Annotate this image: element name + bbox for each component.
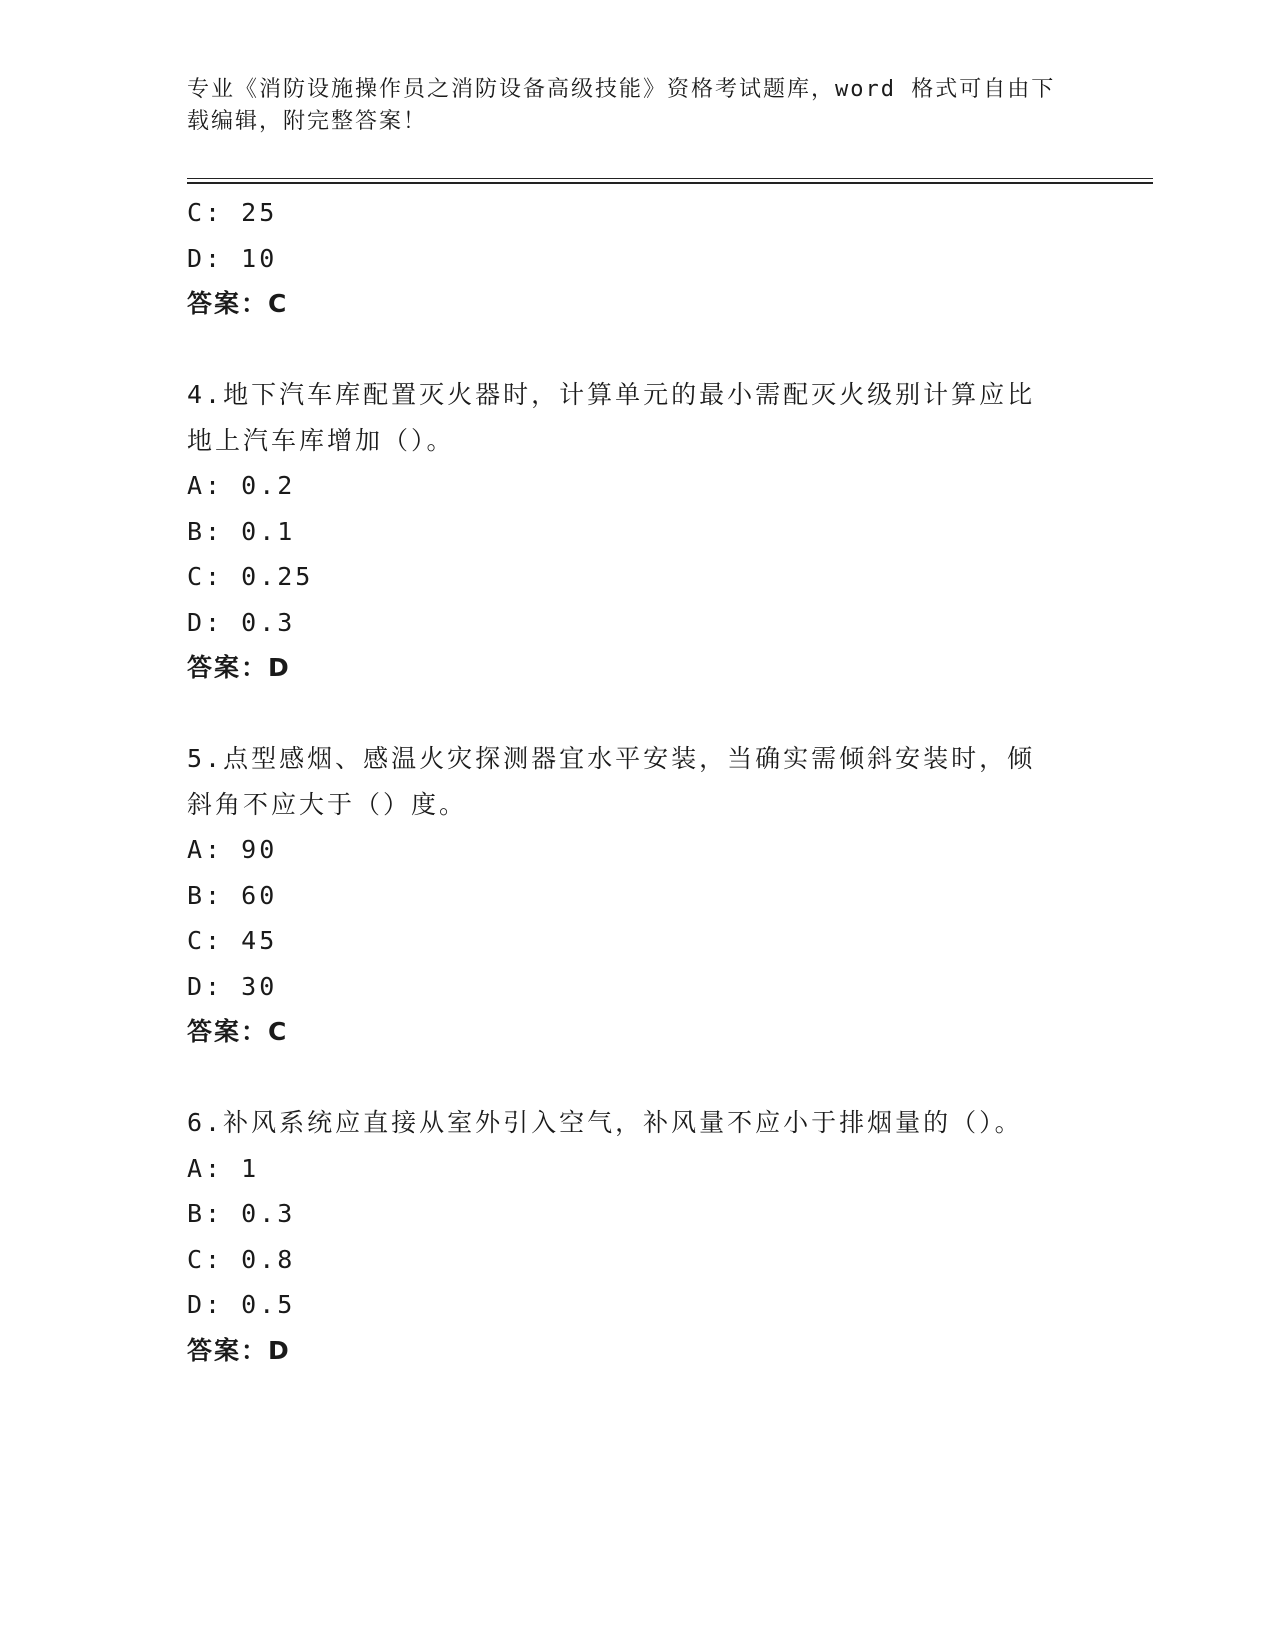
question-3-tail — [187, 190, 1087, 327]
answer: 答案：C — [187, 1017, 289, 1046]
question-4 — [187, 372, 1087, 691]
header-line-2: 载编辑，附完整答案！ — [187, 109, 428, 134]
question-6 — [187, 1100, 1087, 1373]
document-header — [187, 74, 1087, 138]
option-c: C: 0.25 — [187, 562, 314, 591]
option-d: D: 0.3 — [187, 607, 296, 637]
option-d: D: 0.5 — [187, 1290, 296, 1319]
question-text-line-1: 4.地下汽车库配置灭火器时，计算单元的最小需配灭火级别计算应比 — [187, 380, 1036, 409]
option-b: B: 60 — [187, 880, 278, 910]
option-d: D: 10 — [187, 243, 278, 273]
option-c: C: 45 — [187, 926, 278, 955]
answer: 答案：D — [187, 653, 291, 682]
question-text-line-2: 斜角不应大于（）度。 — [187, 789, 468, 819]
option-d: D: 30 — [187, 971, 278, 1001]
option-b: B: 0.3 — [187, 1199, 296, 1228]
question-text-line-2: 地上汽车库增加（）。 — [187, 425, 455, 455]
question-text-line-1: 6.补风系统应直接从室外引入空气，补风量不应小于排烟量的（）。 — [187, 1108, 1023, 1137]
question-5 — [187, 736, 1087, 1055]
option-b: B: 0.1 — [187, 516, 296, 546]
question-text-line-1: 5.点型感烟、感温火灾探测器宜水平安装，当确实需倾斜安装时，倾 — [187, 744, 1036, 773]
answer: 答案：D — [187, 1335, 291, 1365]
option-a: A: 90 — [187, 835, 278, 864]
option-c: C: 25 — [187, 198, 278, 227]
option-c: C: 0.8 — [187, 1244, 296, 1274]
header-divider-top — [187, 178, 1153, 179]
option-a: A: 0.2 — [187, 471, 296, 500]
answer: 答案：C — [187, 289, 289, 318]
option-a: A: 1 — [187, 1153, 260, 1183]
header-divider-bottom — [187, 182, 1153, 184]
question-list — [187, 190, 1087, 1373]
header-line-1: 专业《消防设施操作员之消防设备高级技能》资格考试题库，word 格式可自由下 — [187, 77, 1056, 102]
